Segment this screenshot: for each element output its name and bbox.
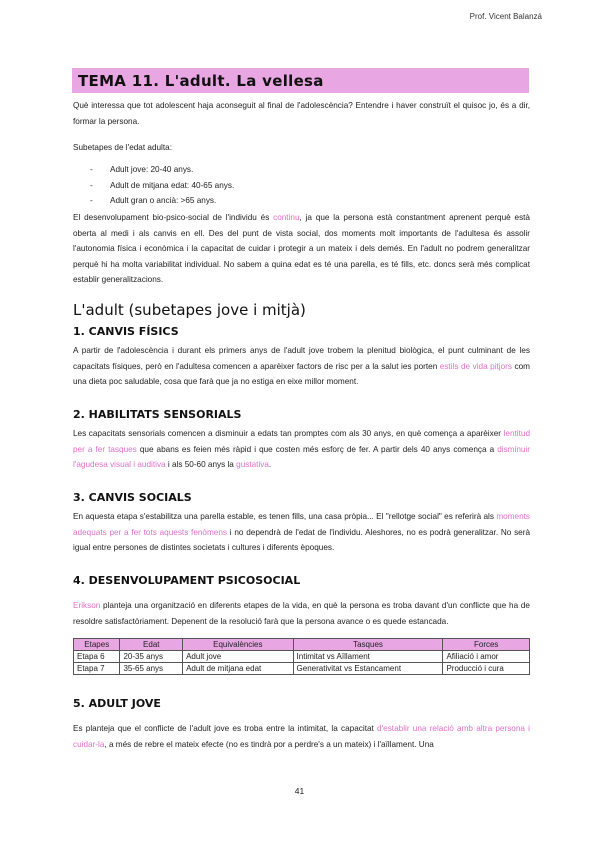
- list-item: - Adult de mitjana edat: 40-65 anys.: [90, 178, 490, 194]
- highlight-term: disminuir l'agudesa visual i auditiva: [73, 444, 530, 469]
- social-paragraph: En aquesta etapa s'estabilitza una parella estable, es tenen fills, una casa pròpia... El "rellotge social" es referirà als moments adequats per a fer tots aquests fenòmens i no dependrà de l'edat de l'individu. Aleshores, no es podrà generalitzar. No serà igual entre persones de distintes societats i cultures i diferents èpoques.: [73, 512, 531, 552]
- substages-list: [90, 162, 490, 209]
- highlight-term: lentitud per a fer tasques: [73, 429, 530, 454]
- heading-young-adult: 5. ADULT JOVE: [73, 697, 161, 710]
- section-title: L'adult (subetapes jove i mitjà): [73, 301, 306, 319]
- table-cell: Adult de mitjana edat: [183, 663, 293, 675]
- table-cell: Producció i cura: [443, 663, 530, 675]
- table-cell: Adult jove: [183, 651, 293, 663]
- development-paragraph: El desenvolupament bio-psico-social de l'individu és continu, ja que la persona està constantment aprenent perquè està oberta al medi i als canvis en ell. Des del punt de vista social, dos moments molt importants de l'adultesa és assolir l'autonomia física i econòmica i la capacitat de cuidar i protegir a un mateix i dels demés. En l'adult no podrem generalitzar perquè hi ha molta variabilitat individual. No sabem a quina edat es té una parella, es té fills, etc. doncs serà més complicat establir generalitzacions.: [73, 213, 530, 284]
- heading-sensory-abilities: 2. HABILITATS SENSORIALS: [73, 408, 242, 421]
- table-header-cell: Etapes: [74, 639, 120, 651]
- page-number: 41: [294, 786, 305, 796]
- highlight-term: estils de vida pitjors: [439, 361, 512, 371]
- list-item: - Adult gran o ancià: >65 anys.: [90, 193, 490, 209]
- author-header: Prof. Vicent Balanzá: [469, 12, 542, 21]
- heading-physical-changes: 1. CANVIS FÍSICS: [73, 325, 179, 338]
- highlight-term: d'establir una relació amb altra persona i cuidar-la: [73, 724, 530, 749]
- highlight-term: gustativa: [236, 460, 269, 469]
- table-header-cell: Edat: [120, 639, 183, 651]
- table-cell: Intimitat vs Aïllament: [293, 651, 443, 663]
- table-cell: Etapa 7: [74, 663, 120, 675]
- table-cell: Afiliació i amor: [443, 651, 530, 663]
- highlight-term: continu: [273, 213, 300, 222]
- list-item: - Adult jove: 20-40 anys.: [90, 162, 490, 178]
- table-cell: 20-35 anys: [120, 651, 183, 663]
- table-cell: Generativitat vs Estancament: [293, 663, 443, 675]
- table-header-row: [74, 639, 530, 651]
- young-adult-paragraph: Es planteja que el conflicte de l'adult jove es troba entre la intimitat, la capacitat d'establir una relació amb altra persona i cuidar-la, a més de rebre el mateix efecte (no es tindrà por a perdre's a un mateix) i l'aïllament. Una: [73, 724, 530, 749]
- heading-psychosocial: 4. DESENVOLUPAMENT PSICOSOCIAL: [73, 574, 301, 587]
- highlight-term: Erikson: [73, 601, 101, 610]
- table-header-cell: Equivalències: [183, 639, 293, 651]
- table-cell: 35-65 anys: [120, 663, 183, 675]
- psychosocial-paragraph: Erikson planteja una organització en diferents etapes de la vida, en què la persona es troba davant d'un conflicte que ha de resoldre satisfactòriament. Depenent de la resolució farà que la persona avance o es quede estancada.: [73, 601, 530, 626]
- intro-paragraph: Què interessa que tot adolescent haja aconseguit al final de l'adolescència? Entendre i haver construït el quisoc jo, és a dir, formar la persona.: [73, 101, 530, 126]
- table-row: [74, 651, 530, 663]
- physical-changes-paragraph: A partir de l'adolescència i durant els primers anys de l'adult jove trobem la plenitud biològica, el punt culminant de les capacitats físiques, però en l'adultesa comencen a aparèixer factors de risc per a la salut ies porten estils de vida pitjors com una dieta poc saludable, cosa que farà que ja no estiga en eixe millor moment.: [73, 346, 530, 386]
- page-title: TEMA 11. L'adult. La vellesa: [78, 72, 324, 90]
- sensory-paragraph: Les capacitats sensorials comencen a disminuir a edats tan promptes com als 30 anys, en què comença a aparèixer lentitud per a fer tasques que abans es feien més ràpid i que costen més esforç de fer. A partir dels 40 anys comença a disminuir l'agudesa visual i auditiva i als 50-60 anys la gustativa.: [73, 429, 530, 469]
- substages-label: Subetapes de l'edat adulta:: [73, 143, 172, 152]
- erikson-table: [73, 638, 530, 675]
- table-header-cell: Forces: [443, 639, 530, 651]
- table-header-cell: Tasques: [293, 639, 443, 651]
- heading-social-changes: 3. CANVIS SOCIALS: [73, 491, 192, 504]
- table-cell: Etapa 6: [74, 651, 120, 663]
- table-row: [74, 663, 530, 675]
- highlight-term: moments adequats per a fer tots aquests fenòmens: [73, 512, 530, 537]
